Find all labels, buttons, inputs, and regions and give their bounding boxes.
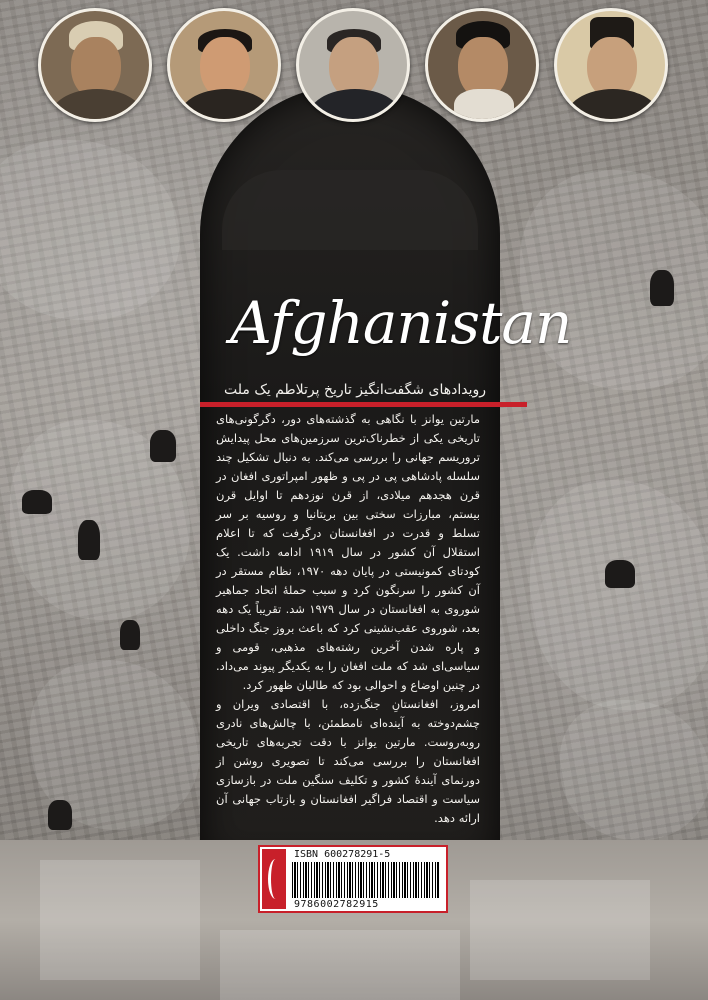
portrait-photo (167, 8, 281, 122)
red-divider (200, 402, 527, 407)
cave-opening (22, 490, 52, 514)
barcode-panel (258, 845, 448, 913)
cave-opening (120, 620, 140, 650)
blurb-paragraph: مارتین یوانز با نگاهی به گذشته‌های دور، دگرگونی‌های تاریخی یکی از خطرناک‌ترین سرزمین‌های محل پیدایش تروریسم جهانی را بررسی می‌کند. به دنبال تشکیل چند سلسله پادشاهی پی در پی و ظهور امپراتوری افغان در قرن هجدهم میلادی، از قرن نوزدهم تا اوایل قرن بیستم، مبارزات سختی بین بریتانیا و روسیه بر سر تسلط و قدرت در افغانستان درگرفت که تا اعلام استقلال آن کشور در سال ۱۹۱۹ ادامه داشت. یک کودتای کمونیستی در پایان دهه ۱۹۷۰، نظام مستقر در آن کشور را سرنگون کرد و سبب حملهٔ اتحاد جماهیر شوروی به افغانستان در سال ۱۹۷۹ شد. تقریباً یک دهه بعد، شوروی عقب‌نشینی کرد که باعث بروز جنگ داخلی و پاره شدن آخرین رشته‌های مذهبی، قومی و سیاسی‌ای شد که ملت افغان را به یکدیگر پیوند می‌داد. در چنین اوضاع و احوالی بود که طالبان ظهور کرد. (216, 412, 481, 692)
ruin-block (220, 930, 460, 1000)
isbn-label: ISBN 600278291-5 (294, 849, 391, 860)
cliff-rock (520, 170, 708, 390)
publisher-logo (262, 849, 286, 909)
cliff-rock (0, 140, 180, 320)
cave-opening (605, 560, 635, 588)
cliff-rock (560, 700, 708, 840)
cave-opening (150, 430, 176, 462)
cave-opening (48, 800, 72, 830)
cave-opening (650, 270, 674, 306)
ruin-block (40, 860, 200, 980)
clothing-shape (454, 89, 514, 122)
cliff-rock (530, 480, 708, 710)
cover-subtitle: رویدادهای شگفت‌انگیز تاریخ پرتلاطم یک ملت (223, 382, 486, 398)
portrait-photo (554, 8, 668, 122)
portrait-photo (38, 8, 152, 122)
blurb-paragraph: امروز، افغانستانِ جنگ‌زده، با اقتصادی ویران و چشم‌دوخته به آینده‌ای نامطمئن، با چالش‌های نادری روبه‌روست. مارتین یوانز با دقت تجربه‌های تاریخی افغانستان را بررسی می‌کند تا تصویری روشن از دورنمای آیندهٔ کشور و تکلیف سنگین ملت در بازسازی سیاست و اقتصاد فراگیر افغانستان و بازتاب جهانی آن ارائه دهد. (216, 697, 480, 825)
publisher-mark-icon (268, 859, 283, 899)
clothing-shape (49, 89, 145, 122)
ruin-block (470, 880, 650, 980)
blurb-text (216, 410, 480, 828)
portrait-photo (296, 8, 410, 122)
afghanistan-logo: Afghanistan (230, 289, 572, 357)
clothing-shape (178, 89, 274, 122)
cave-opening (78, 520, 100, 560)
clothing-shape (307, 89, 403, 122)
barcode-bars (292, 862, 440, 898)
clothing-shape (565, 89, 661, 122)
portrait-photo (425, 8, 539, 122)
niche-shading (222, 170, 478, 250)
ean-number: 9786002782915 (294, 899, 379, 910)
portrait-row (0, 8, 708, 128)
